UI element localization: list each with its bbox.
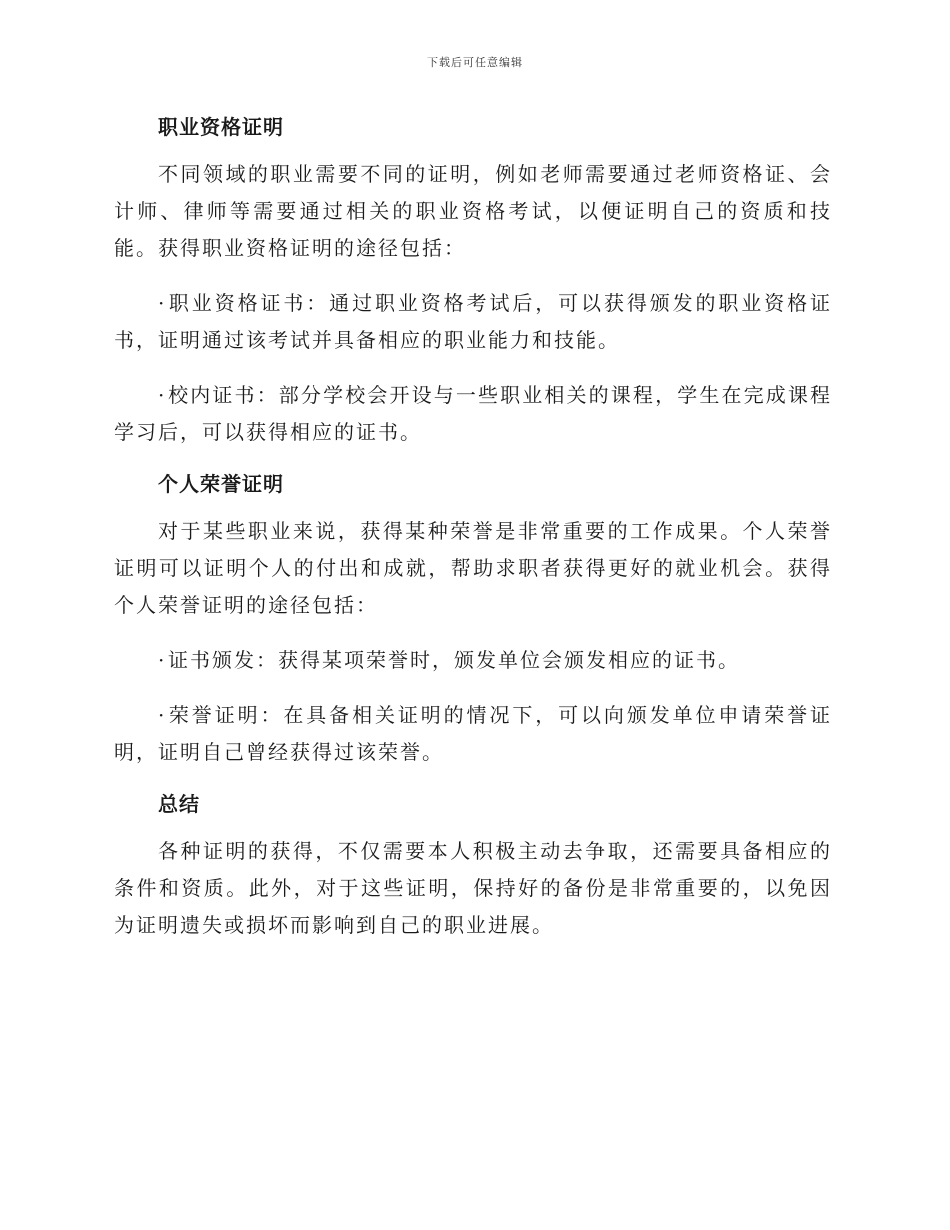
section-heading-honor: 个人荣誉证明 [158,472,284,496]
bullet-dot: · [158,291,167,315]
bullet-text: 校内证书：部分学校会开设与一些职业相关的课程，学生在完成课程学习后，可以获得相应的证书。 [114,383,832,444]
section-intro-qualification: 不同领域的职业需要不同的证明，例如老师需要通过老师资格证、会计师、律师等需要通过相关的职业资格考试，以便证明自己的资质和技能。获得职业资格证明的途径包括： [114,162,832,260]
bullet-item [114,697,832,771]
document-body [114,112,832,962]
bullet-text: 荣誉证明：在具备相关证明的情况下，可以向颁发单位申请荣誉证明，证明自己曾经获得过该荣誉。 [114,703,832,764]
bullet-dot: · [158,383,167,407]
bullet-dot: · [158,648,167,672]
bullet-dot: · [158,703,167,727]
bullet-text: 证书颁发：获得某项荣誉时，颁发单位会颁发相应的证书。 [168,648,740,672]
header-note: 下载后可任意编辑 [427,56,523,69]
section-intro-honor: 对于某些职业来说，获得某种荣誉是非常重要的工作成果。个人荣誉证明可以证明个人的付出和成就，帮助求职者获得更好的就业机会。获得个人荣誉证明的途径包括： [114,519,832,617]
section-heading-summary: 总结 [158,792,200,816]
bullet-text: 职业资格证书：通过职业资格考试后，可以获得颁发的职业资格证书，证明通过该考试并具备相应的职业能力和技能。 [114,291,832,352]
bullet-item [114,285,832,359]
section-heading-qualification: 职业资格证明 [158,115,284,139]
section-intro-summary: 各种证明的获得，不仅需要本人积极主动去争取，还需要具备相应的条件和资质。此外，对于这些证明，保持好的备份是非常重要的，以免因为证明遗失或损坏而影响到自己的职业进展。 [114,839,832,937]
bullet-item [114,377,832,451]
bullet-item [114,642,832,679]
